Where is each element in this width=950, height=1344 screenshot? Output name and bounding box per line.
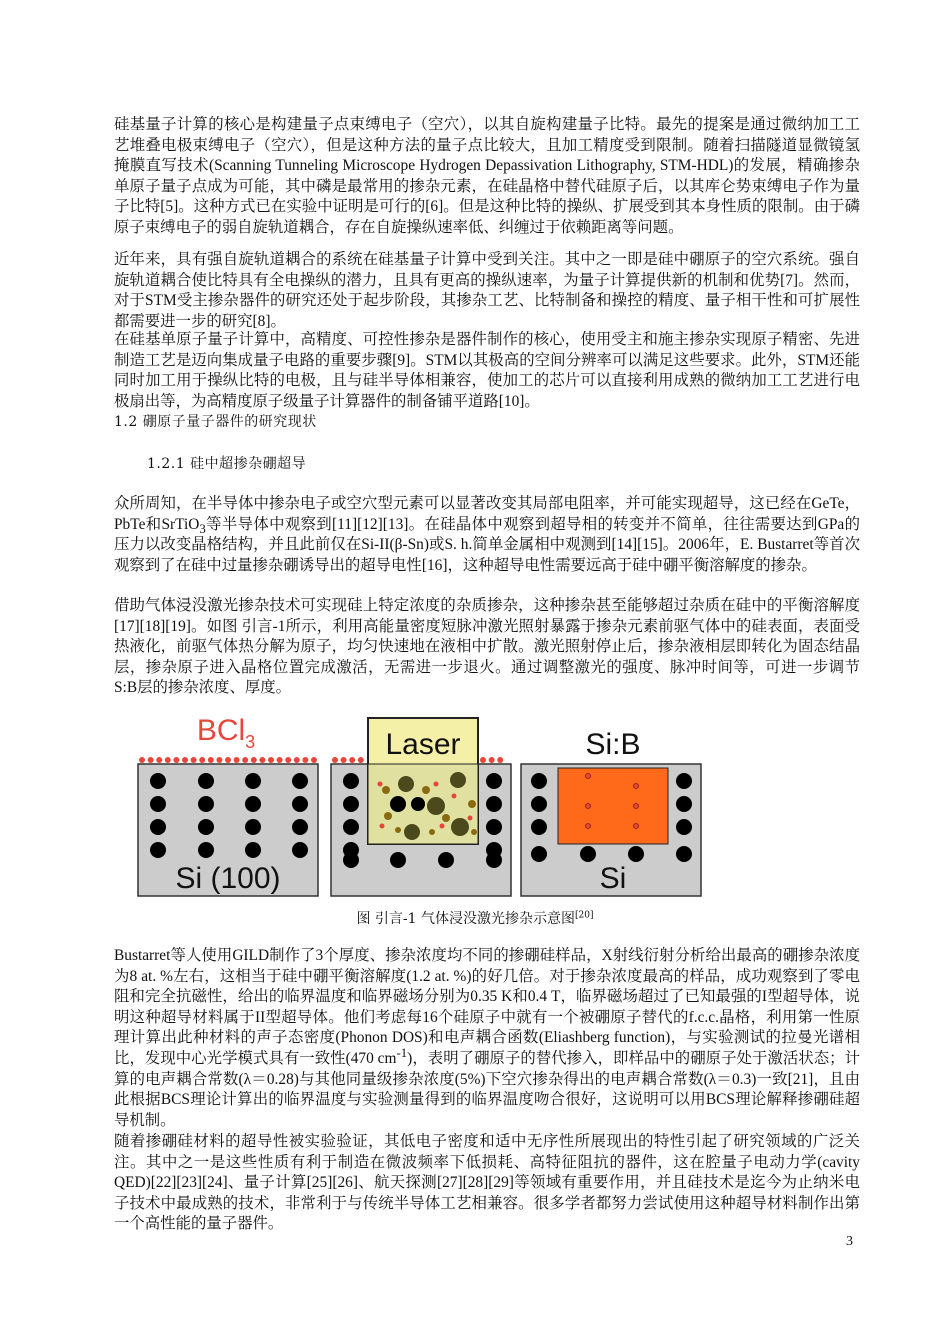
melt-si-atom <box>411 797 425 811</box>
paragraph-2: 近年来，具有强自旋轨道耦合的系统在硅基量子计算中受到关注。其中之一即是硅中硼原子的空穴系统。强自旋轨道耦合使比特具有全电操纵的潜力，且具有更高的操纵速率，为量子计算提供新的机制和优势[7]。然而，对于STM受主掺杂器件的研究还处于起步阶段，其掺杂工艺、比特制备和操控的精度、量子相干性和可扩展性都需要进一步的研究[8]。 <box>114 251 860 330</box>
si-atom <box>531 773 547 789</box>
bcl3-molecule <box>349 757 355 763</box>
bcl3-molecule <box>259 757 265 763</box>
bcl3-molecule <box>251 757 257 763</box>
si-atom <box>438 852 454 868</box>
si-atom <box>676 796 692 812</box>
si-atom <box>531 846 547 862</box>
bcl3-molecule <box>208 757 214 763</box>
laser-label: Laser <box>385 728 461 761</box>
bcl3-molecule <box>156 757 162 763</box>
si-atom <box>292 773 308 789</box>
si-atom <box>676 819 692 835</box>
si-atom <box>343 796 359 812</box>
si-atom <box>486 852 502 868</box>
bcl3-molecule <box>165 757 171 763</box>
si-atom <box>198 819 214 835</box>
bcl3-molecule <box>242 757 248 763</box>
bcl3-molecule <box>173 757 179 763</box>
si-atom <box>150 842 166 858</box>
boron-atom <box>586 804 591 809</box>
melt-boron-atom <box>429 829 435 835</box>
si-atom <box>343 852 359 868</box>
panel-si100 <box>138 714 318 896</box>
melt-dopant-atom <box>378 782 383 787</box>
si-atom <box>198 842 214 858</box>
bcl3-molecule <box>497 757 503 763</box>
si-atom <box>486 796 502 812</box>
melt-si-cluster <box>398 776 414 792</box>
bcl3-molecule <box>216 757 222 763</box>
melt-boron-atom <box>442 814 450 822</box>
melt-dopant-atom <box>440 824 445 829</box>
si-atom <box>150 796 166 812</box>
melt-si-cluster <box>451 818 469 836</box>
boron-atom <box>634 804 639 809</box>
si-atom <box>292 842 308 858</box>
section-heading-1-2-1: 1.2.1 硅中超掺杂硼超导 <box>147 456 307 472</box>
bcl3-molecule <box>332 757 338 763</box>
gild-schematic-figure <box>136 714 702 898</box>
section-heading-1-2: 1.2 硼原子量子器件的研究现状 <box>114 414 317 430</box>
sib-doped-layer <box>558 768 668 844</box>
si-atom <box>150 819 166 835</box>
bcl3-molecule <box>139 757 145 763</box>
melt-si-atom <box>390 796 406 812</box>
si-atom <box>676 773 692 789</box>
melt-dopant-atom <box>452 794 457 799</box>
si-atom <box>531 796 547 812</box>
si-atom <box>245 773 261 789</box>
figure-caption <box>0 908 950 928</box>
figure-caption-text: 图 引言-1 气体浸没激光掺杂示意图 <box>356 911 576 927</box>
si-atom <box>390 852 406 868</box>
si-atom <box>292 819 308 835</box>
paragraph-6-part-b: )，表明了硼原子的替代掺入，即样品中的硼原子处于激活状态；计算的电声耦合常数(λ＝0.28)与其他同量级掺杂浓度(5%)下空穴掺杂得出的电声耦合常数(λ＝0.3)一致[21]，且由此根据BCS理论计算出的临界温度与实验测量得到的临界温度吻合很好，这说明可以用BCS理论解释掺硼硅超导机制。 <box>114 1049 860 1129</box>
panel-laser <box>331 718 511 896</box>
boron-atom <box>634 824 639 829</box>
bcl3-molecule <box>358 757 364 763</box>
bcl3-molecule <box>311 757 317 763</box>
melt-dopant-atom <box>468 816 473 821</box>
paragraph-6 <box>114 946 860 1131</box>
paragraph-4 <box>114 494 860 576</box>
melt-si-cluster <box>404 824 420 840</box>
boron-atom <box>586 774 591 779</box>
si100-label: Si (100) <box>175 862 281 895</box>
bcl3-molecule <box>489 757 495 763</box>
bcl3-molecule <box>277 757 283 763</box>
sib-label: Si:B <box>585 728 641 761</box>
paragraph-4-part-a: 众所周知，在半导体中掺杂电子或空穴型元素可以显著改变其局部电阻率，并可能实现超导，这已经在GeTe，PbTe和SrTiO <box>114 495 860 533</box>
paragraph-6-part-a: Bustarret等人使用GILD制作了3个厚度、掺杂浓度均不同的掺硼硅样品，X射线衍射分析给出最高的硼掺杂浓度为8 at. %左右，这相当于硅中硼平衡溶解度(1.2 at. %)的好几倍。对于掺杂浓度最高的样品，成功观察到了零电阻和完全抗磁性，给出的临界温度和临界磁场分别为0.35 K和0.4 T，临界磁场超过了已知最强的I型超导体，说明这种超导材料属于II型超导体。他们考虑每16个硅原子中就有一个被硼原子替代的f.c.c.晶格，利用第一性原理计算出此种材料的声子态密度(Phonon DOS)和电声耦合函数(Eliashberg function)，与实验测试的拉曼光谱相比，发现中心光学模式具有一致性(470 cm <box>114 947 860 1067</box>
paragraph-4-subscript: 3 <box>199 521 206 536</box>
melt-si-cluster <box>427 797 445 815</box>
paragraph-1: 硅基量子计算的核心是构建量子点束缚电子（空穴），以其自旋构建量子比特。最先的提案是通过微纳加工工艺堆叠电极束缚电子（空穴），但是这种方法的量子点比较大，且加工精度受到限制。随着扫描隧道显微镜氢掩膜直写技术(Scanning Tunneling Microscope Hydrogen Depassivation Lithography, STM-HDL)的发展，精确掺杂单原子量子点成为可能，其中磷是最常用的掺杂元素，在硅晶格中替代硅原子后，以其库仑势束缚电子作为量子比特[5]。这种方式已在实验中证明是可行的[6]。但是这种比特的操纵、扩展受到其本身性质的限制。由于磷原子束缚电子的弱自旋轨道耦合，存在自旋操纵速率低、纠缠过于依赖距离等问题。 <box>114 116 860 236</box>
si-atom <box>343 819 359 835</box>
page-number: 3 <box>846 1234 853 1249</box>
bcl3-molecule <box>182 757 188 763</box>
si-atom <box>531 819 547 835</box>
melt-boron-atom <box>471 829 477 835</box>
paragraph-5: 借助气体浸没激光掺杂技术可实现硅上特定浓度的杂质掺杂，这种掺杂甚至能够超过杂质在硅中的平衡溶解度[17][18][19]。如图 引言-1所示，利用高能量密度短脉冲激光照射暴露于掺杂元素前驱气体中的硅表面，表面受热液化，前驱气体热分解为原子，均匀快速地在液相中扩散。激光照射停止后，掺杂液相层即转化为固态结晶层，掺杂原子进入晶格位置完成激活，无需进一步退火。通过调整激光的强度、脉冲时间等，可进一步调节S:B层的掺杂浓度、厚度。 <box>114 597 860 697</box>
si-atom <box>245 842 261 858</box>
paragraph-7: 随着掺硼硅材料的超导性被实验验证，其低电子密度和适中无序性所展现出的特性引起了研究领域的广泛关注。其中之一是这些性质有利于制造在微波频率下低损耗、高特征阻抗的器件，这在腔量子电动力学(cavity QED)[22][23][24]、量子计算[25][26]、航天探测[27][28][29]等领域有重要作用，并且硅技术是迄今为止纳米电子技术中最成熟的技术，非常利于与传统半导体工艺相兼容。很多学者都努力尝试使用这种超导材料制作出第一个高性能的量子器件。 <box>114 1133 860 1233</box>
si-atom <box>676 846 692 862</box>
bcl3-molecule <box>302 757 308 763</box>
bcl3-molecule <box>268 757 274 763</box>
bcl3-molecule <box>285 757 291 763</box>
boron-atom <box>634 784 639 789</box>
bcl3-label <box>197 714 255 752</box>
si-atom <box>343 773 359 789</box>
paragraph-6-superscript: -1 <box>396 1045 408 1060</box>
paragraph-4-part-b: 等半导体中观察到[11][12][13]。在硅晶体中观察到超导相的转变并不简单，往往需要达到GPa的压力以改变晶格结构，并且此前仅在Si-II(β-Sn)或S. h.简单金属相中观测到[14][15]。2006年，E. Bustarret等首次观察到了在硅中过量掺杂硼诱导出的超导电性[16]，这种超导电性需要远高于硅中硼平衡溶解度的掺杂。 <box>114 515 860 574</box>
melt-boron-atom <box>422 786 430 794</box>
melt-boron-atom <box>468 800 476 808</box>
bcl3-molecule <box>341 757 347 763</box>
si-atom <box>245 819 261 835</box>
si-atom <box>198 773 214 789</box>
melt-boron-atom <box>382 786 390 794</box>
bcl3-molecule <box>225 757 231 763</box>
bcl3-molecule <box>148 757 154 763</box>
si-atom <box>198 796 214 812</box>
bcl3-molecule <box>480 757 486 763</box>
bcl3-dopant-row <box>139 757 317 763</box>
si-atom <box>628 846 644 862</box>
si-atom <box>486 819 502 835</box>
paragraph-3: 在硅基单原子量子计算中，高精度、可控性掺杂是器件制作的核心，使用受主和施主掺杂实现原子精密、先进制造工艺是迈向集成量子电路的重要步骤[9]。STM以其极高的空间分辨率可以满足这些要求。此外，STM还能同时加工用于操纵比特的电极，且与硅半导体相兼容，使加工的芯片可以直接利用成熟的微纳加工工艺进行电极扇出等，为高精度原子级量子计算器件的制备铺平道路[10]。 <box>114 331 860 410</box>
panel-sib <box>521 728 701 896</box>
si-atom <box>580 846 596 862</box>
bcl3-molecule <box>199 757 205 763</box>
si-label: Si <box>599 862 627 895</box>
si-atom <box>292 796 308 812</box>
bcl3-molecule <box>191 757 197 763</box>
figure-caption-ref: [20] <box>575 910 594 921</box>
si-atom <box>150 773 166 789</box>
melt-si-cluster <box>450 772 466 788</box>
si-atom <box>486 773 502 789</box>
melt-dopant-atom <box>380 824 385 829</box>
si-atom <box>245 796 261 812</box>
boron-atom <box>586 824 591 829</box>
melt-boron-atom <box>384 812 392 820</box>
melt-dopant-atom <box>434 782 439 787</box>
bcl3-label-sub: 3 <box>245 732 256 752</box>
bcl3-label-main: BCl <box>196 714 246 747</box>
melt-boron-atom <box>395 827 401 833</box>
bcl3-molecule <box>294 757 300 763</box>
bcl3-molecule <box>234 757 240 763</box>
